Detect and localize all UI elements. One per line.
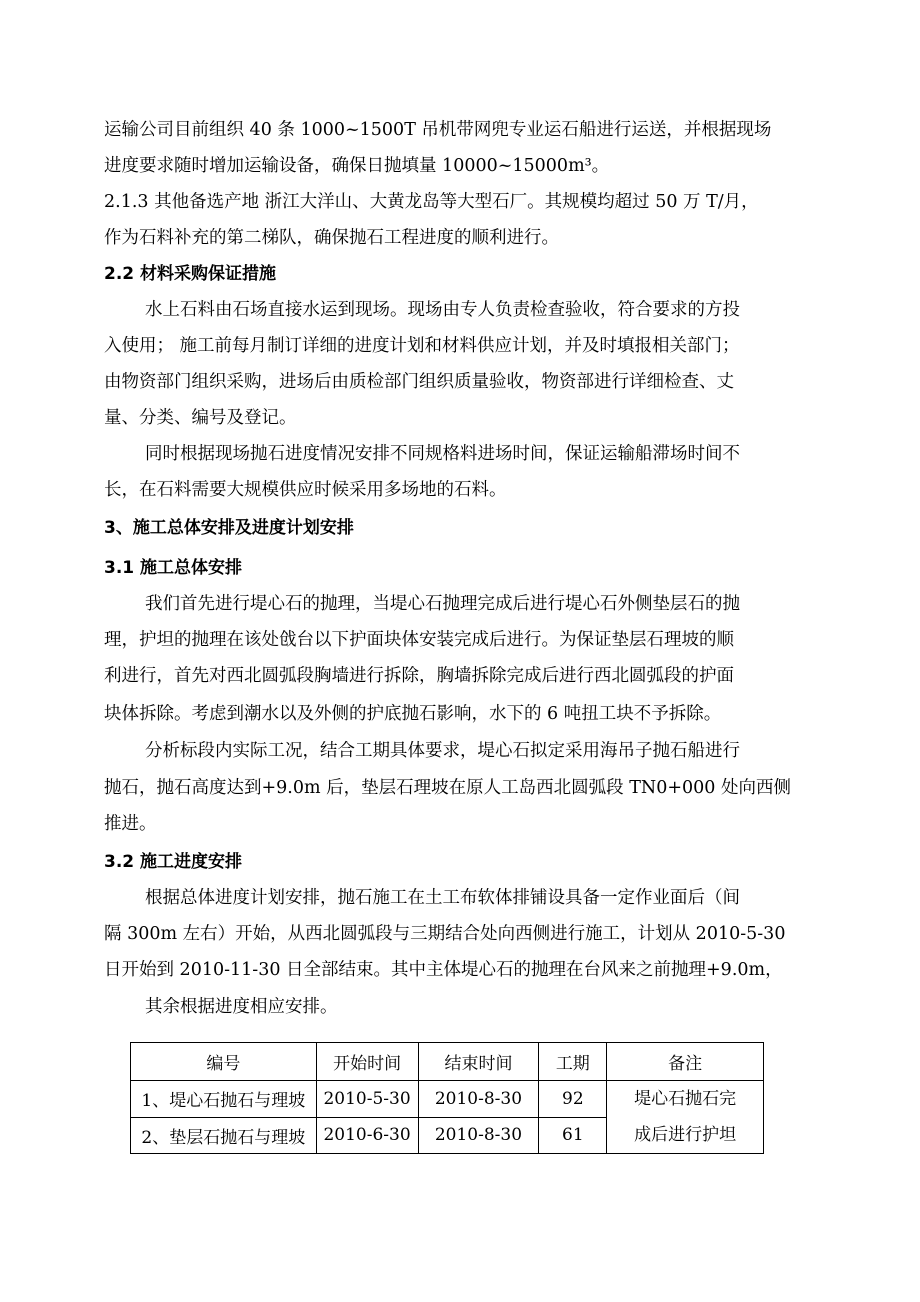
- header-cell-days: 工期: [539, 1043, 607, 1081]
- header-cell-remark: 备注: [607, 1043, 764, 1081]
- line-p6-2: 抛石，抛石高度达到+9.0m 后，垫层石理坡在原人工岛西北圆弧段 TN0+000 处向西侧: [104, 778, 791, 798]
- header-cell-start: 开始时间: [316, 1043, 418, 1081]
- line-p5-4: 块体拆除。考虑到潮水以及外侧的护底抛石影响，水下的 6 吨扭工块不予拆除。: [104, 704, 722, 724]
- cell-end: 2010-8-30: [418, 1117, 539, 1154]
- cell-days: 92: [539, 1081, 607, 1118]
- cell-remark: [607, 1081, 764, 1154]
- line-p6-1: 分析标段内实际工况，结合工期具体要求，堤心石拟定采用海吊子抛石船进行: [145, 741, 740, 761]
- cell-start: 2010-5-30: [316, 1081, 418, 1118]
- line-p1-1: 运输公司目前组织 40 条 1000~1500T 吊机带网兜专业运石船进行运送，并根据现场: [104, 120, 772, 140]
- line-p5-3: 利进行，首先对西北圆弧段胸墙进行拆除，胸墙拆除完成后进行西北圆弧段的护面: [104, 666, 734, 686]
- heading-2-2: 2.2 材料采购保证措施: [104, 264, 277, 284]
- cell-start: 2010-6-30: [316, 1117, 418, 1154]
- line-p4-1: 同时根据现场抛石进度情况安排不同规格料进场时间，保证运输船滞场时间不: [145, 444, 740, 464]
- table-header-row: [131, 1043, 764, 1081]
- line-p3-3: 由物资部门组织采购，进场后由质检部门组织质量验收，物资部进行详细检查、丈: [104, 372, 734, 392]
- line-p4-2: 长，在石料需要大规模供应时候采用多场地的石料。: [104, 480, 507, 500]
- line-p5-2: 理，护坦的抛理在该处戗台以下护面块体安装完成后进行。为保证垫层石理坡的顺: [104, 630, 734, 650]
- cell-end: 2010-8-30: [418, 1081, 539, 1118]
- line-p2-2: 作为石料补充的第二梯队，确保抛石工程进度的顺利进行。: [104, 228, 559, 248]
- line-p2-1: 2.1.3 其他备选产地 浙江大洋山、大黄龙岛等大型石厂。其规模均超过 50 万 T/月，: [104, 192, 759, 212]
- line-p3-4: 量、分类、编号及登记。: [104, 408, 297, 428]
- heading-3-1: 3.1 施工总体安排: [104, 558, 243, 578]
- heading-3: 3、施工总体安排及进度计划安排: [104, 518, 354, 538]
- cell-item: 1、堤心石抛石与理坡: [131, 1081, 317, 1118]
- line-p3-2: 入使用； 施工前每月制订详细的进度计划和材料供应计划，并及时填报相关部门；: [104, 336, 740, 356]
- line-p7-2: 隔 300m 左右）开始，从西北圆弧段与三期结合处向西侧进行施工，计划从 2010-5-30: [104, 924, 786, 944]
- line-p6-3: 推进。: [104, 814, 157, 834]
- table-row: [131, 1081, 764, 1118]
- cell-days: 61: [539, 1117, 607, 1154]
- cell-item: 2、垫层石抛石与理坡: [131, 1117, 317, 1154]
- line-p7-1: 根据总体进度计划安排，抛石施工在土工布软体排铺设具备一定作业面后（间: [145, 888, 740, 908]
- line-p1-2: 进度要求随时增加运输设备，确保日抛填量 10000~15000m³。: [104, 156, 610, 176]
- remark-line-1: 堤心石抛石完: [634, 1089, 737, 1109]
- line-p7-4: 其余根据进度相应安排。: [145, 997, 338, 1017]
- header-cell-item: 编号: [131, 1043, 317, 1081]
- header-cell-end: 结束时间: [418, 1043, 539, 1081]
- line-p7-3: 日开始到 2010-11-30 日全部结束。其中主体堤心石的抛理在台风来之前抛理+9.0m，: [104, 960, 783, 980]
- line-p3-1: 水上石料由石场直接水运到现场。现场由专人负责检查验收，符合要求的方投: [145, 300, 740, 320]
- remark-line-2: 成后进行护坦: [634, 1125, 737, 1145]
- schedule-table: [130, 1042, 764, 1154]
- heading-3-2: 3.2 施工进度安排: [104, 852, 243, 872]
- line-p5-1: 我们首先进行堤心石的抛理，当堤心石抛理完成后进行堤心石外侧垫层石的抛: [145, 594, 740, 614]
